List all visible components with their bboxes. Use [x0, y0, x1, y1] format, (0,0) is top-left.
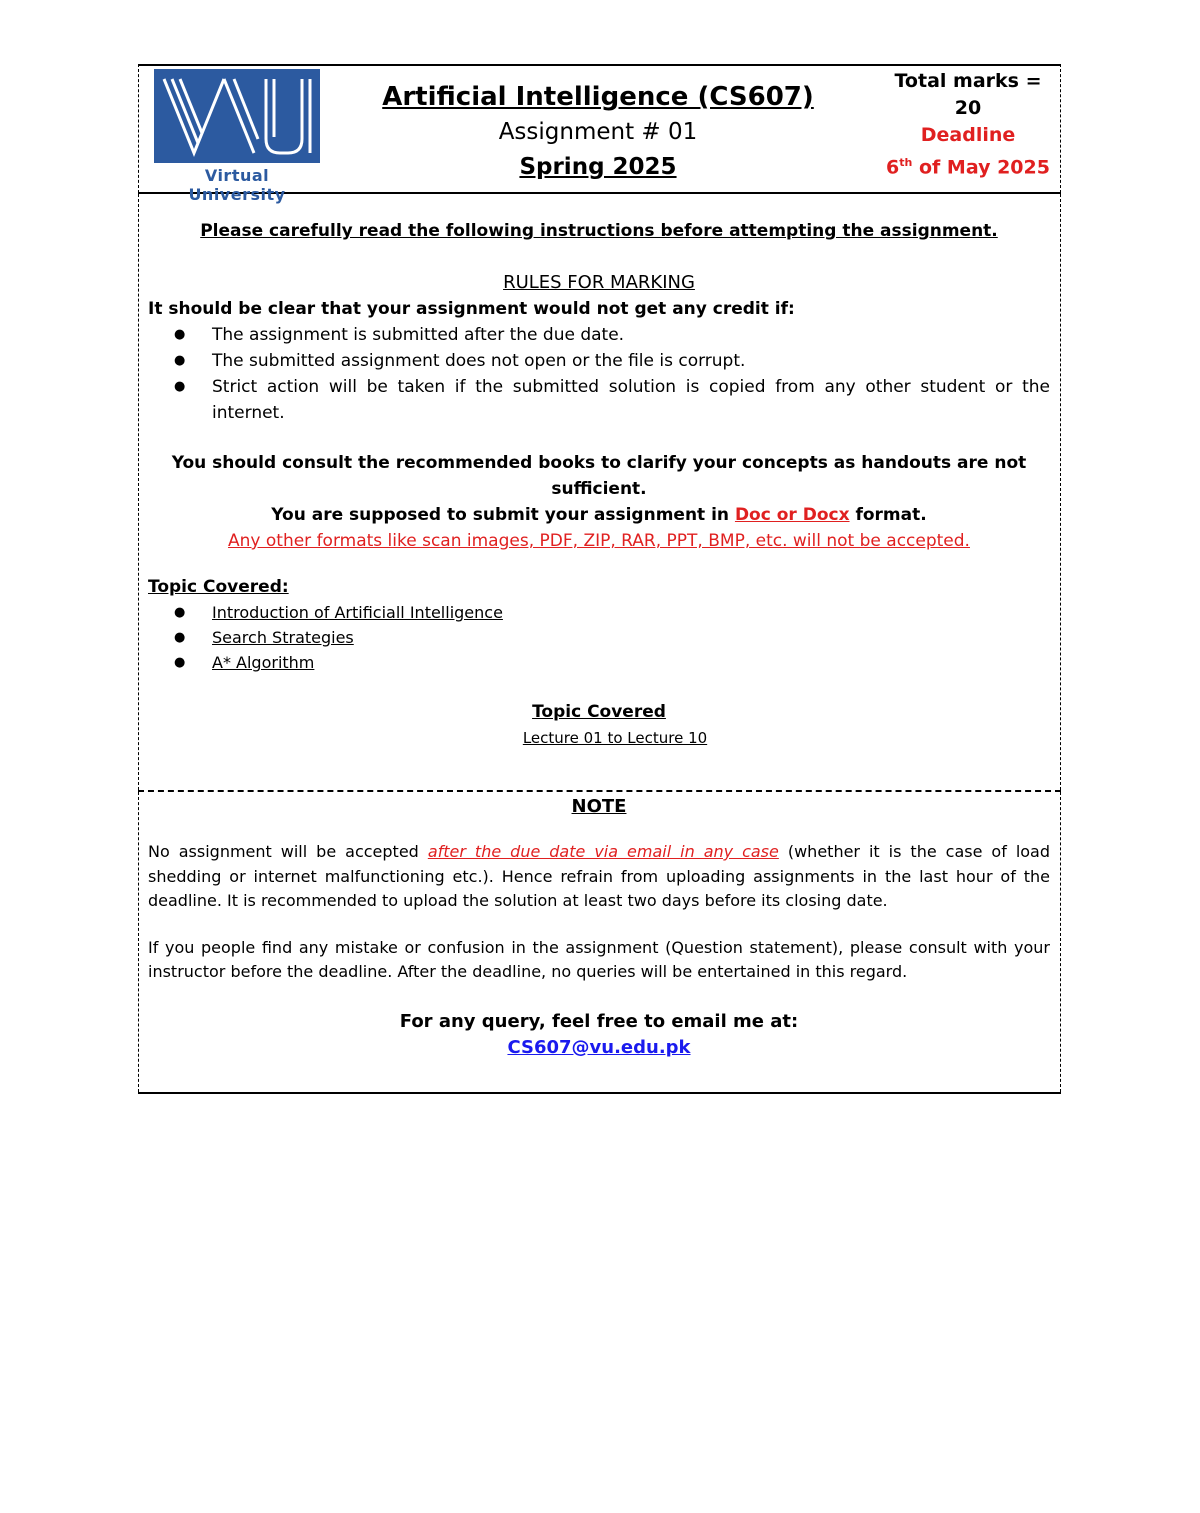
- instructions-section: [148, 218, 1050, 751]
- marks-block: [878, 68, 1058, 181]
- note-section: [148, 794, 1050, 1061]
- topics-heading: Topic Covered:: [148, 577, 289, 597]
- list-item: ● A* Algorithm: [212, 650, 1050, 675]
- note-paragraph-2: If you people find any mistake or confusion in the assignment (Question statement), please consult with your instructor before the deadline. After the deadline, no queries will be entertained in this regard.: [148, 937, 1050, 981]
- deadline-label: Deadline: [920, 124, 1016, 146]
- course-title: Artificial Intelligence (CS607): [382, 82, 814, 112]
- total-marks: Total marks = 20: [894, 70, 1042, 119]
- semester: Spring 2025: [519, 154, 677, 180]
- format-warning: Any other formats like scan images, PDF, ZIP, RAR, PPT, BMP, etc. will not be accepted.: [228, 531, 970, 551]
- logo-caption: Virtual University: [188, 166, 286, 204]
- vu-logo: [154, 69, 320, 204]
- assignment-number: Assignment # 01: [498, 119, 698, 145]
- consult-text: You should consult the recommended books to clarify your concepts as handouts are not sufficient.: [171, 453, 1027, 499]
- rules-list: [148, 322, 1050, 426]
- list-item: ● Search Strategies: [212, 625, 1050, 650]
- note-paragraph-1: No assignment will be accepted after the due date via email in any case (whether it is the case of load shedding or internet malfunctioning etc.). Hence refrain from uploading assignments in the last hour of the deadline. It is recommended to upload the solution at least two days before its closing date.: [148, 842, 1051, 910]
- rules-title: RULES FOR MARKING: [503, 272, 695, 293]
- topics-heading-2: Topic Covered: [532, 702, 666, 722]
- format-text: You are supposed to submit your assignment in Doc or Docx format.: [271, 505, 927, 525]
- list-item: ● Introduction of Artificiall Intelligence: [212, 600, 1050, 625]
- instructions-heading: Please carefully read the following instructions before attempting the assignment.: [200, 221, 998, 241]
- list-item: ● The submitted assignment does not open or the file is corrupt.: [212, 348, 1050, 374]
- email-link[interactable]: CS607@vu.edu.pk: [507, 1036, 691, 1058]
- format-link: Doc or Docx: [734, 505, 850, 525]
- rules-intro: It should be clear that your assignment would not get any credit if:: [148, 299, 795, 319]
- query-text: For any query, feel free to email me at:: [399, 1010, 799, 1032]
- note-emphasis: after the due date via email in any case: [427, 842, 779, 861]
- list-item: ● The assignment is submitted after the due date.: [212, 322, 1050, 348]
- title-block: [368, 80, 828, 184]
- vu-logo-mark: [154, 69, 320, 163]
- bottom-border: [138, 1092, 1061, 1094]
- list-item: ● Strict action will be taken if the submitted solution is copied from any other student or the internet.: [212, 374, 1050, 426]
- lectures-range: Lecture 01 to Lecture 10: [522, 729, 708, 747]
- email-line: [148, 1035, 1050, 1061]
- note-title: NOTE: [571, 796, 627, 817]
- topics-list: [148, 600, 1050, 675]
- deadline-date: 6th of May 2025: [886, 156, 1050, 179]
